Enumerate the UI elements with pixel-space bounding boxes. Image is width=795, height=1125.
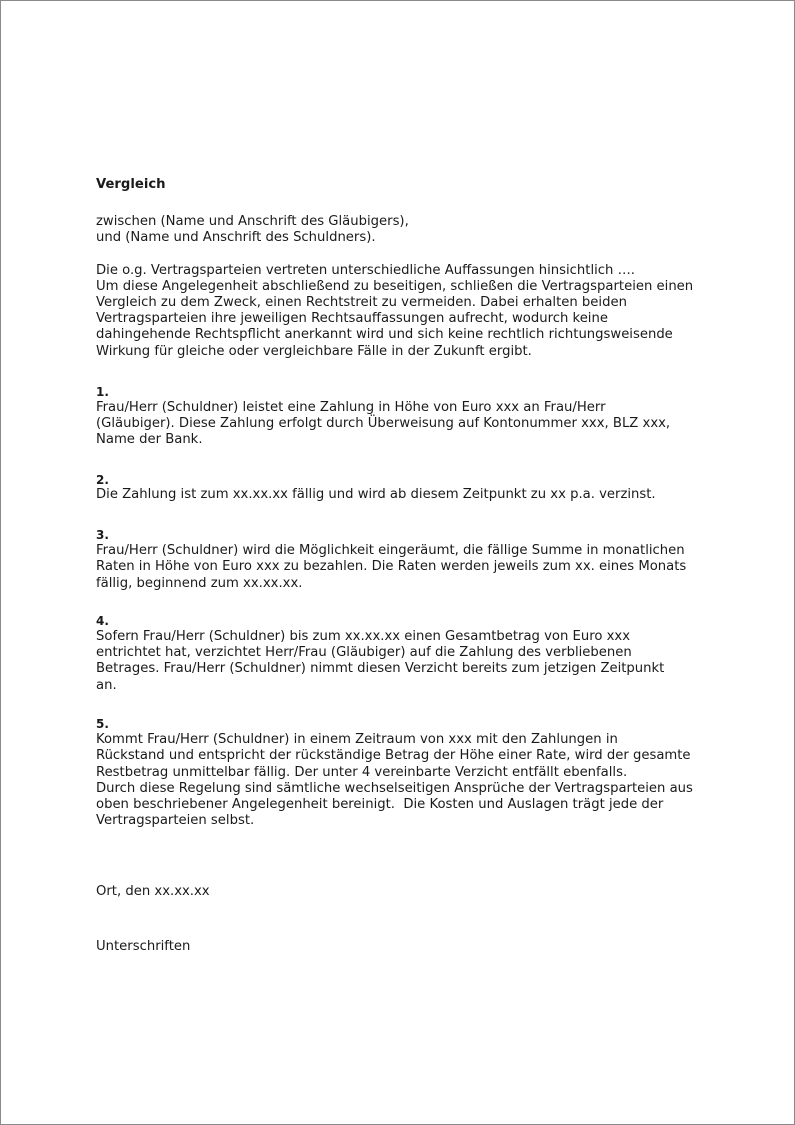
section-2-line: Die Zahlung ist zum xx.xx.xx fällig und wird ab diesem Zeitpunkt zu xx p.a. verzinst. bbox=[96, 487, 656, 502]
parties-line-debtor: und (Name und Anschrift des Schuldners). bbox=[96, 230, 376, 245]
section-number-5: 5. bbox=[96, 717, 109, 731]
section-5-line: Rückstand und entspricht der rückständige Betrag der Höhe einer Rate, wird der gesamte bbox=[96, 748, 691, 763]
preamble-line: Vertragsparteien ihre jeweiligen Rechtsauffassungen aufrecht, wodurch keine bbox=[96, 311, 608, 326]
signatures-label: Unterschriften bbox=[96, 939, 191, 954]
section-5-line: Restbetrag unmittelbar fällig. Der unter 4 vereinbarte Verzicht entfällt ebenfalls. bbox=[96, 765, 628, 780]
section-5-line: Kommt Frau/Herr (Schuldner) in einem Zeitraum von xxx mit den Zahlungen in bbox=[96, 732, 618, 747]
section-number-4: 4. bbox=[96, 614, 109, 628]
section-4-line: entrichtet hat, verzichtet Herr/Frau (Gläubiger) auf die Zahlung des verbliebenen bbox=[96, 645, 632, 660]
section-number-3: 3. bbox=[96, 528, 109, 542]
preamble-line: Um diese Angelegenheit abschließend zu beseitigen, schließen die Vertragsparteien einen bbox=[96, 279, 694, 294]
section-number-1: 1. bbox=[96, 385, 109, 399]
section-1-line: (Gläubiger). Diese Zahlung erfolgt durch Überweisung auf Kontonummer xxx, BLZ xxx, bbox=[96, 416, 671, 431]
section-3-line: fällig, beginnend zum xx.xx.xx. bbox=[96, 576, 303, 591]
section-3-line: Raten in Höhe von Euro xxx zu bezahlen. Die Raten werden jeweils zum xx. eines Monats bbox=[96, 559, 687, 574]
section-5-line: oben beschriebener Angelegenheit bereinigt. Die Kosten und Auslagen trägt jede der bbox=[96, 797, 664, 812]
place-date-line: Ort, den xx.xx.xx bbox=[96, 884, 210, 899]
section-5-line: Vertragsparteien selbst. bbox=[96, 813, 255, 828]
section-number-2: 2. bbox=[96, 473, 109, 487]
section-4-line: Betrages. Frau/Herr (Schuldner) nimmt diesen Verzicht bereits zum jetzigen Zeitpunkt bbox=[96, 661, 665, 676]
section-3-line: Frau/Herr (Schuldner) wird die Möglichkeit eingeräumt, die fällige Summe in monatlichen bbox=[96, 543, 685, 558]
section-5-line: Durch diese Regelung sind sämtliche wechselseitigen Ansprüche der Vertragsparteien aus bbox=[96, 781, 693, 796]
parties-line-creditor: zwischen (Name und Anschrift des Gläubigers), bbox=[96, 214, 409, 229]
document-title: Vergleich bbox=[96, 177, 166, 192]
preamble-line: Vergleich zu dem Zweck, einen Rechtstreit zu vermeiden. Dabei erhalten beiden bbox=[96, 295, 627, 310]
section-1-line: Name der Bank. bbox=[96, 432, 203, 447]
section-1-line: Frau/Herr (Schuldner) leistet eine Zahlung in Höhe von Euro xxx an Frau/Herr bbox=[96, 400, 606, 415]
section-4-line: Sofern Frau/Herr (Schuldner) bis zum xx.xx.xx einen Gesamtbetrag von Euro xxx bbox=[96, 629, 631, 644]
preamble-line: Wirkung für gleiche oder vergleichbare Fälle in der Zukunft ergibt. bbox=[96, 344, 532, 359]
preamble-line: Die o.g. Vertragsparteien vertreten unterschiedliche Auffassungen hinsichtlich …. bbox=[96, 263, 635, 278]
preamble-line: dahingehende Rechtspflicht anerkannt wird und sich keine rechtlich richtungsweisende bbox=[96, 327, 673, 342]
section-4-line: an. bbox=[96, 678, 117, 693]
